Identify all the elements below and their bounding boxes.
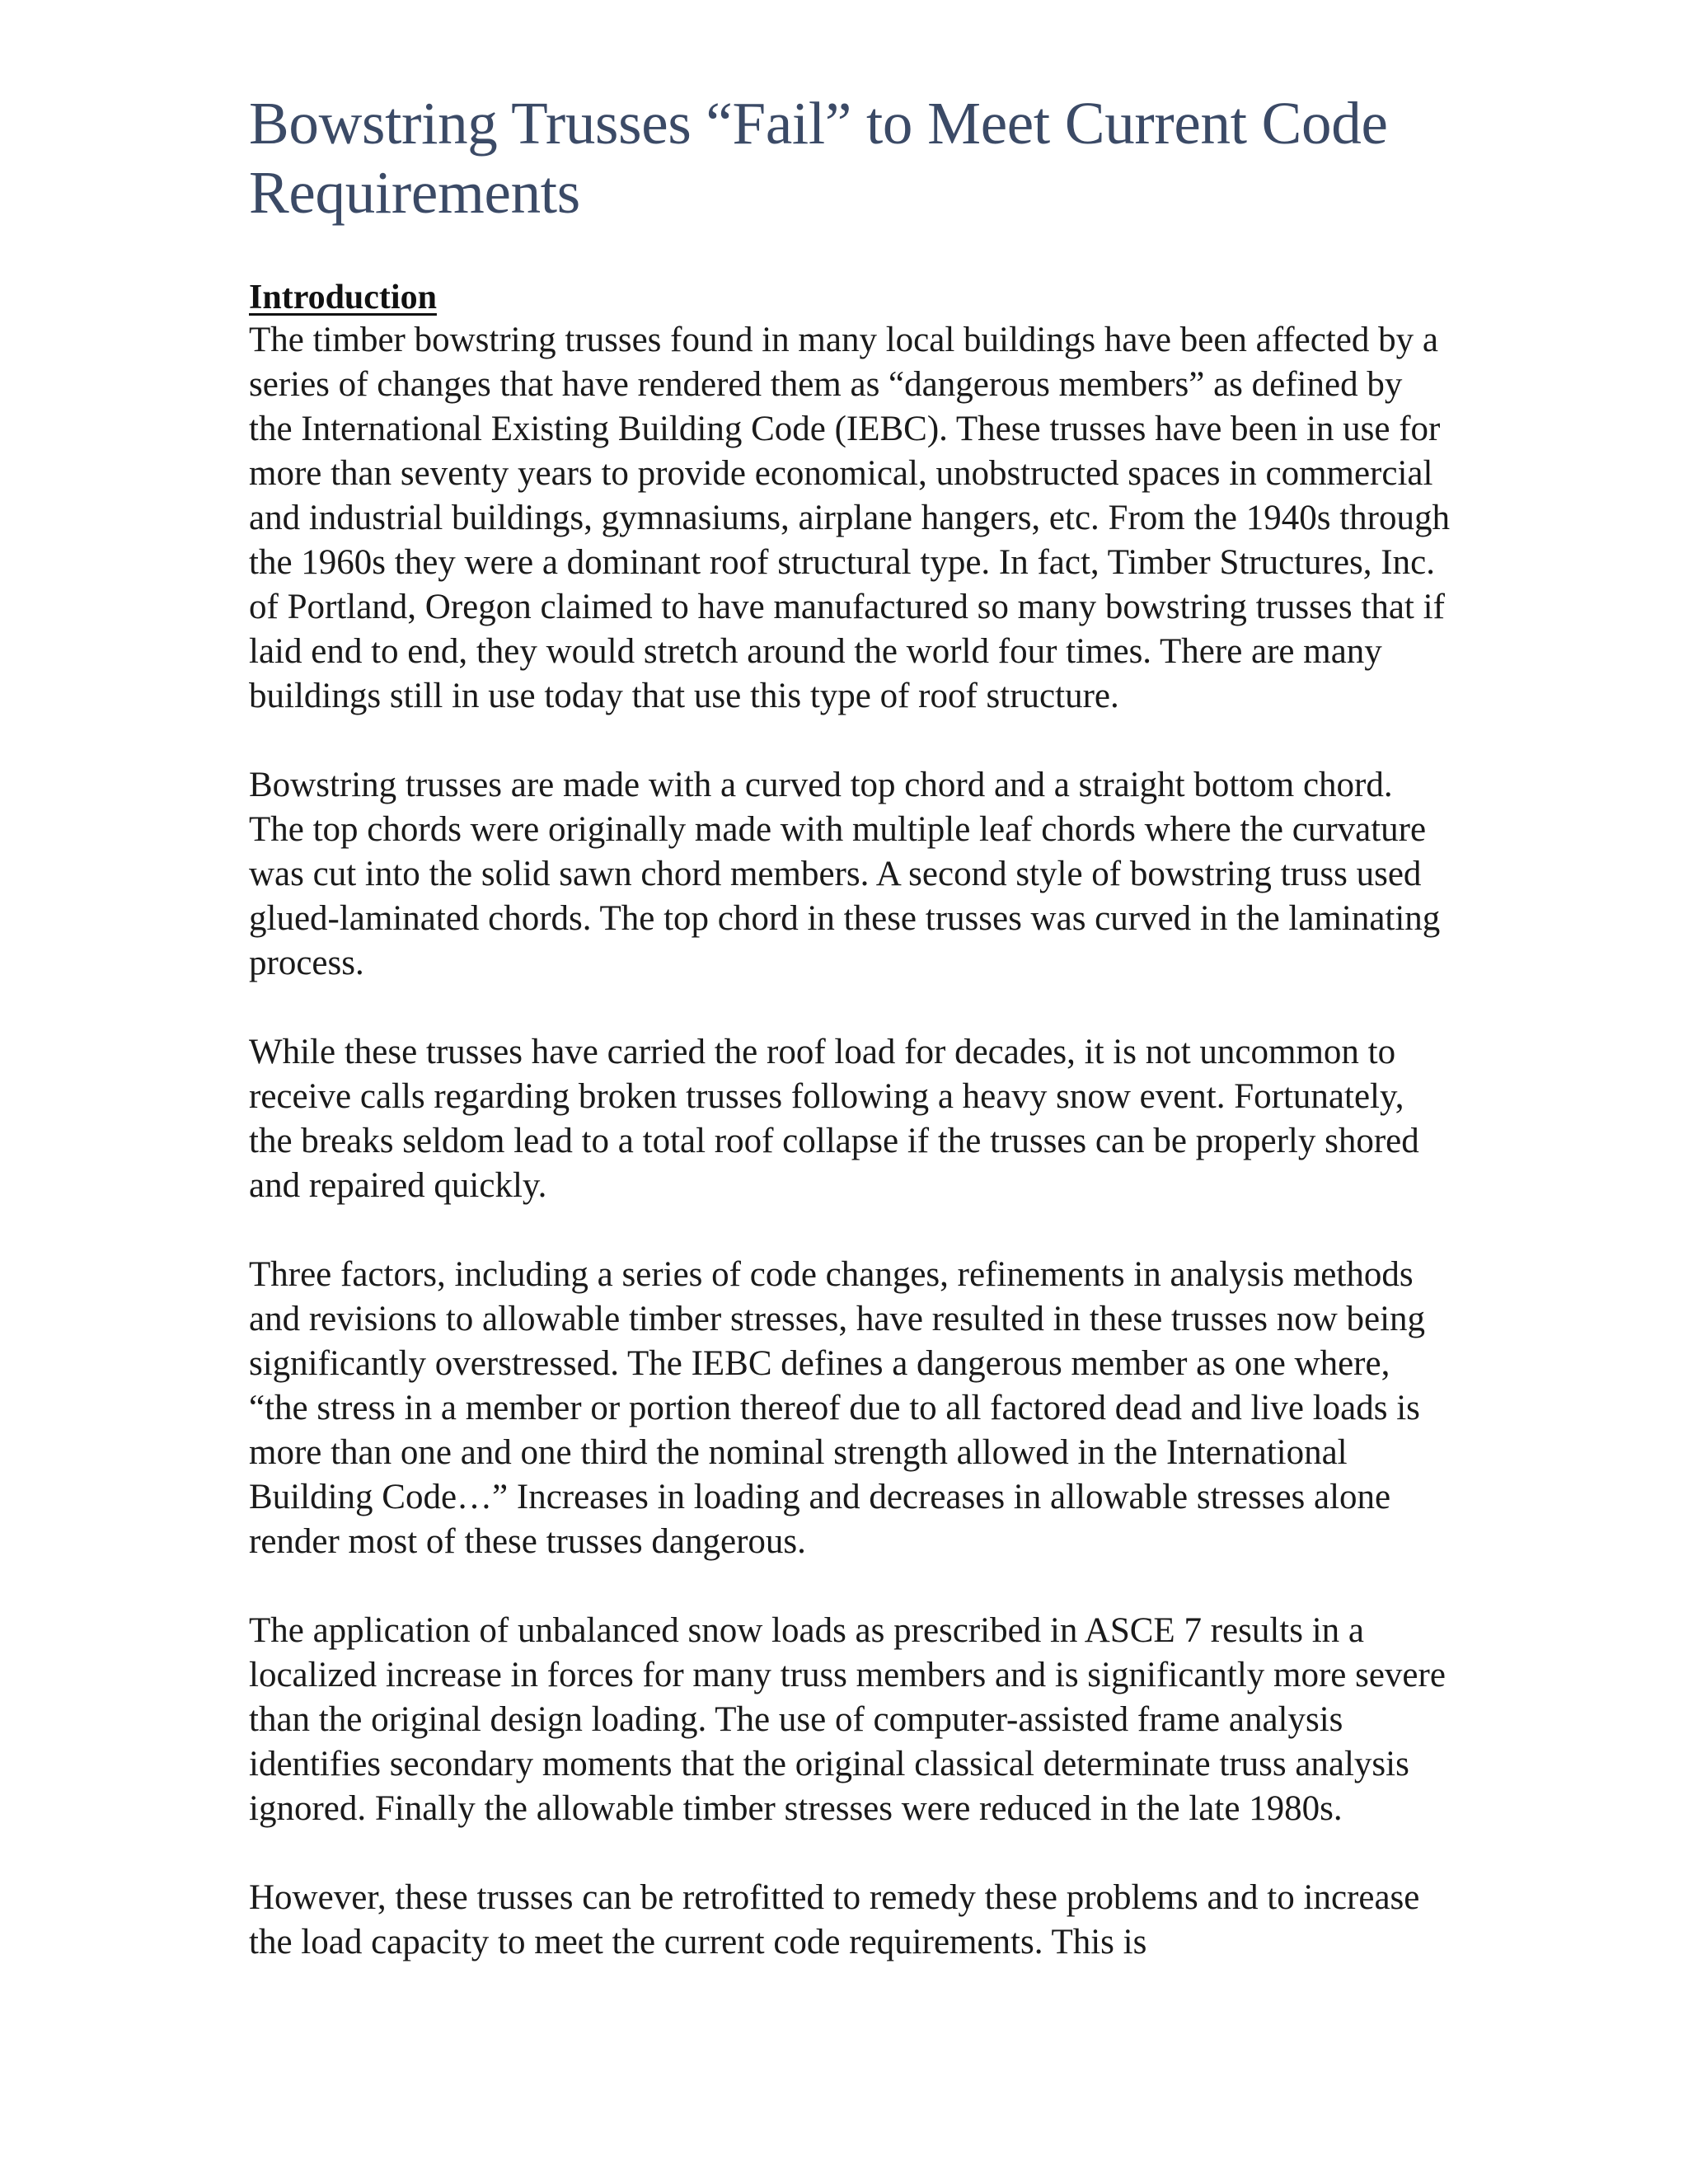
paragraph-6: However, these trusses can be retrofitted to remedy these problems and to increase the load capacity to meet the current code requirements. This is: [249, 1878, 1420, 1961]
section-heading-introduction: Introduction: [249, 279, 437, 316]
document-content: [249, 89, 1452, 2009]
paragraph-5: The application of unbalanced snow loads as prescribed in ASCE 7 results in a localized increase in forces for many truss members and is significantly more severe than the original design loading. The use of computer-assisted frame analysis identifies secondary moments that the original classical determinate truss analysis ignored. Finally the allowable timber stresses were reduced in the late 1980s.: [249, 1611, 1446, 1828]
page-title: Bowstring Trusses “Fail” to Meet Current Code Requirements: [249, 90, 1388, 226]
paragraph-4: Three factors, including a series of code changes, refinements in analysis methods and revisions to allowable timber stresses, have resulted in these trusses now being significantly overstressed. The IEBC defines a dangerous member as one where, “the stress in a member or portion thereof due to all factored dead and live loads is more than one and one third the nominal strength allowed in the International Building Code…” Increases in loading and decreases in allowable stresses alone render most of these trusses dangerous.: [249, 1255, 1426, 1561]
paragraph-2: Bowstring trusses are made with a curved top chord and a straight bottom chord. The top chords were originally made with multiple leaf chords where the curvature was cut into the solid sawn chord members. A second style of bowstring truss used glued-laminated chords. The top chord in these trusses was curved in the laminating process.: [249, 766, 1441, 982]
paragraph-1: The timber bowstring trusses found in many local buildings have been affected by a series of changes that have rendered them as “dangerous members” as defined by the International Existing Building Code (IEBC). These trusses have been in use for more than seventy years to provide economical, unobstructed spaces in commercial and industrial buildings, gymnasiums, airplane hangers, etc. From the 1940s through the 1960s they were a dominant roof structural type. In fact, Timber Structures, Inc. of Portland, Oregon claimed to have manufactured so many bowstring trusses that if laid end to end, they would stretch around the world four times. There are many buildings still in use today that use this type of roof structure.: [249, 321, 1451, 715]
paragraph-3: While these trusses have carried the roof load for decades, it is not uncommon to receive calls regarding broken trusses following a heavy snow event. Fortunately, the breaks seldom lead to a total roof collapse if the trusses can be properly shored and repaired quickly.: [249, 1033, 1419, 1205]
